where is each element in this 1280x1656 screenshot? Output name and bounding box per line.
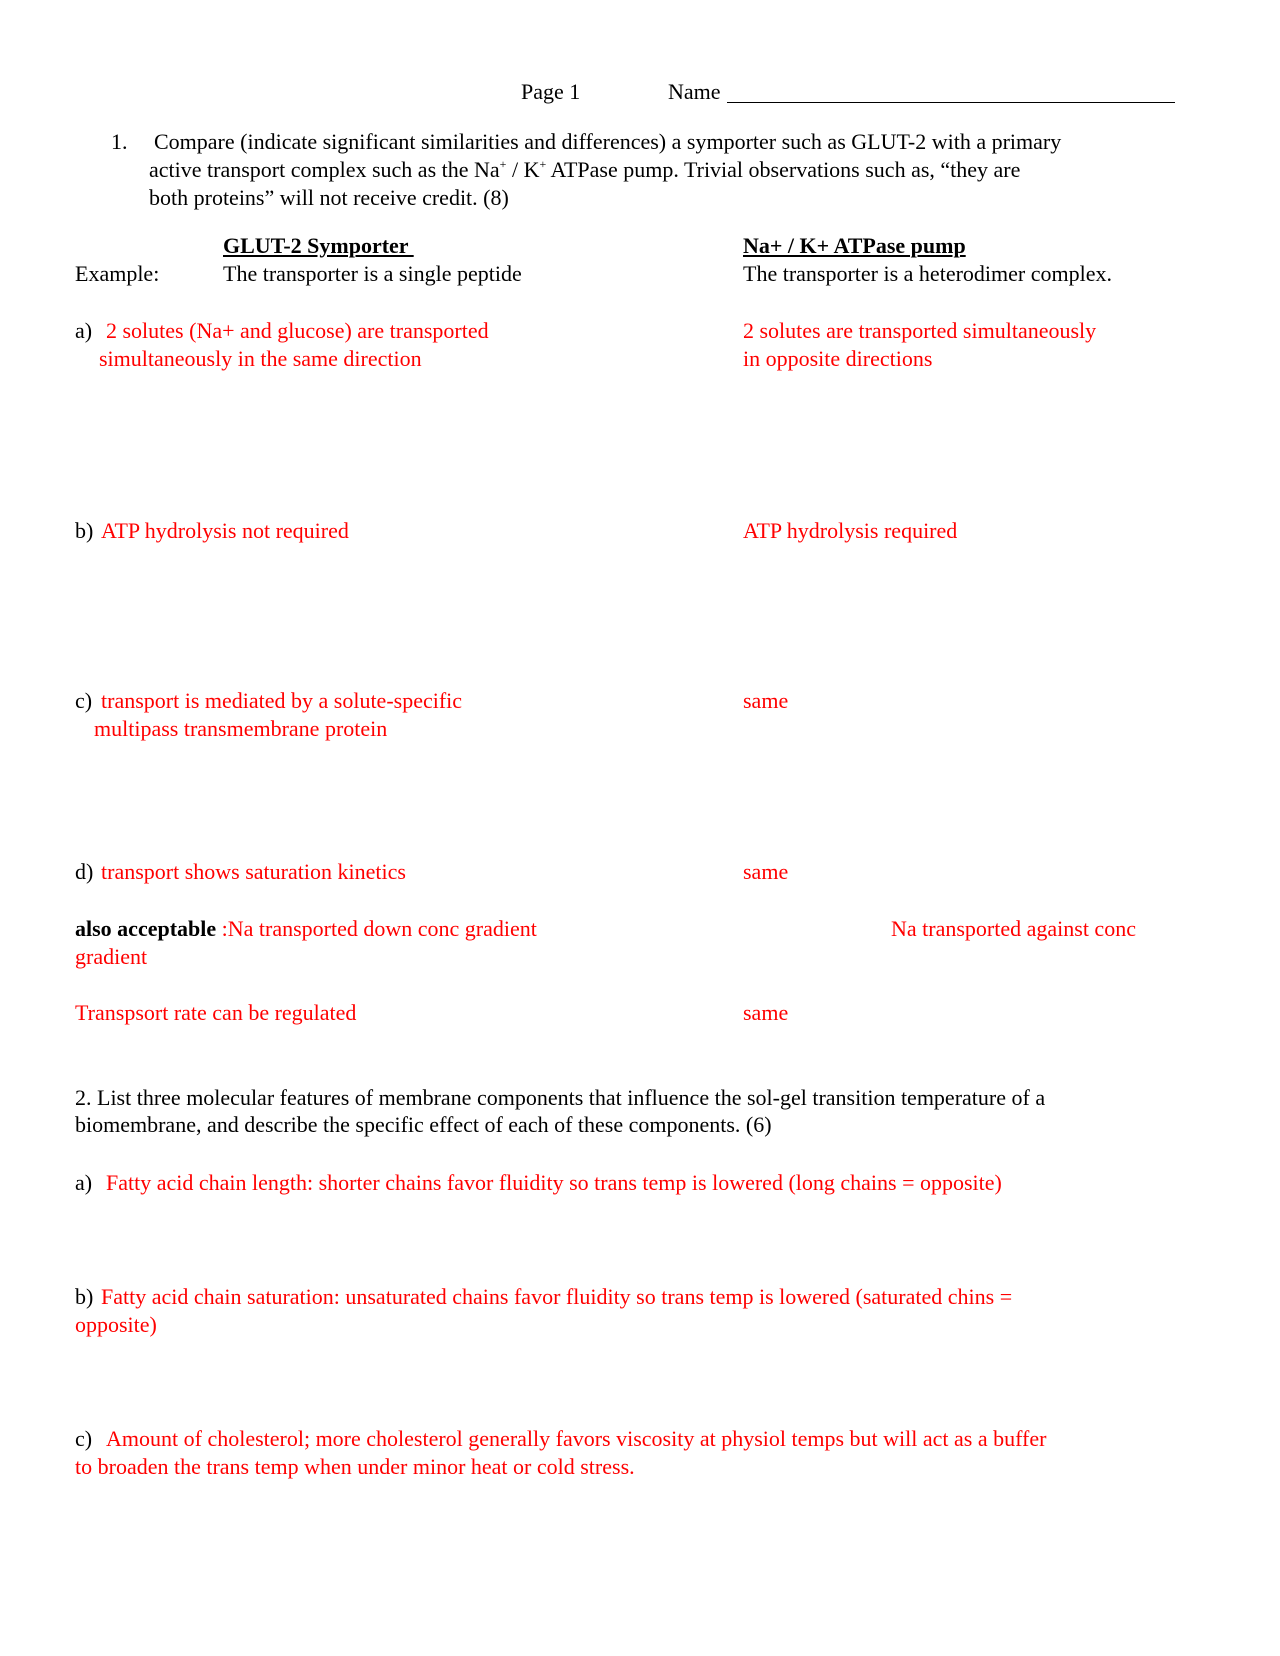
- q2-c-text-2: to broaden the trans temp when under minor heat or cold stress.: [75, 1454, 635, 1479]
- q1-a-right-1: 2 solutes are transported simultaneously: [743, 318, 1097, 343]
- q1-d-left: transport shows saturation kinetics: [101, 859, 406, 884]
- q2-b-label: b): [75, 1284, 94, 1309]
- q1-b-right: ATP hydrolysis required: [743, 518, 958, 543]
- q1-number: 1.: [111, 129, 128, 154]
- q1-a-label: a): [75, 318, 93, 343]
- q1-c-right: same: [743, 688, 789, 713]
- q1-d-right: same: [743, 859, 789, 884]
- q2-a-text: Fatty acid chain length: shorter chains favor fluidity so trans temp is lowered (long chains = opposite): [106, 1170, 1002, 1195]
- q1-a-left-2: simultaneously in the same direction: [99, 346, 422, 371]
- also-acceptable-label: also acceptable: [75, 916, 217, 941]
- also-acceptable-left-2: gradient: [75, 944, 148, 969]
- q2-a-label: a): [75, 1170, 93, 1195]
- q1-c-left-2: multipass transmembrane protein: [94, 716, 388, 741]
- col-heading-na-k-pump: Na+ / K+ ATPase pump: [743, 233, 966, 258]
- regulated-left: Transpsort rate can be regulated: [75, 1000, 357, 1025]
- also-acceptable-row: [75, 914, 537, 943]
- q1-c-label: c): [75, 688, 93, 713]
- q1-b-label: b): [75, 518, 94, 543]
- q2-b-text-1: Fatty acid chain saturation: unsaturated chains favor fluidity so trans temp is lowered (saturated chins =: [101, 1284, 1013, 1309]
- q2-c-label: c): [75, 1426, 93, 1451]
- regulated-right: same: [743, 1000, 789, 1025]
- name-field[interactable]: [668, 77, 1175, 106]
- name-label: Name: [668, 79, 721, 104]
- q1-line-1: Compare (indicate significant similarities and differences) a symporter such as GLUT-2 with a primary: [154, 129, 1062, 154]
- example-label: Example:: [75, 261, 160, 286]
- q2-line-2: biomembrane, and describe the specific effect of each of these components. (6): [75, 1112, 772, 1137]
- example-left: The transporter is a single peptide: [223, 261, 522, 286]
- also-acceptable-right: Na transported against conc: [891, 916, 1136, 941]
- q1-line-2: active transport complex such as the Na+ / K+ ATPase pump. Trivial observations such as, “they are: [149, 157, 1021, 182]
- name-blank-line: [727, 80, 1175, 103]
- q2-c-text-1: Amount of cholesterol; more cholesterol generally favors viscosity at physiol temps but will act as a buffer: [106, 1426, 1047, 1451]
- q2-line-1: 2. List three molecular features of membrane components that influence the sol-gel transition temperature of a: [75, 1085, 1046, 1110]
- q1-c-left-1: transport is mediated by a solute-specific: [101, 688, 463, 713]
- q1-b-left: ATP hydrolysis not required: [101, 518, 349, 543]
- example-right: The transporter is a heterodimer complex.: [743, 261, 1112, 286]
- q1-d-label: d): [75, 859, 94, 884]
- q2-b-text-2: opposite): [75, 1312, 157, 1337]
- q1-a-right-2: in opposite directions: [743, 346, 933, 371]
- page-label: Page 1: [521, 79, 581, 104]
- q1-line-3: both proteins” will not receive credit. (8): [149, 185, 509, 210]
- q1-a-left-1: 2 solutes (Na+ and glucose) are transported: [106, 318, 489, 343]
- also-acceptable-left-1: :Na transported down conc gradient: [216, 916, 537, 941]
- col-heading-glut2: GLUT-2 Symporter: [223, 233, 414, 258]
